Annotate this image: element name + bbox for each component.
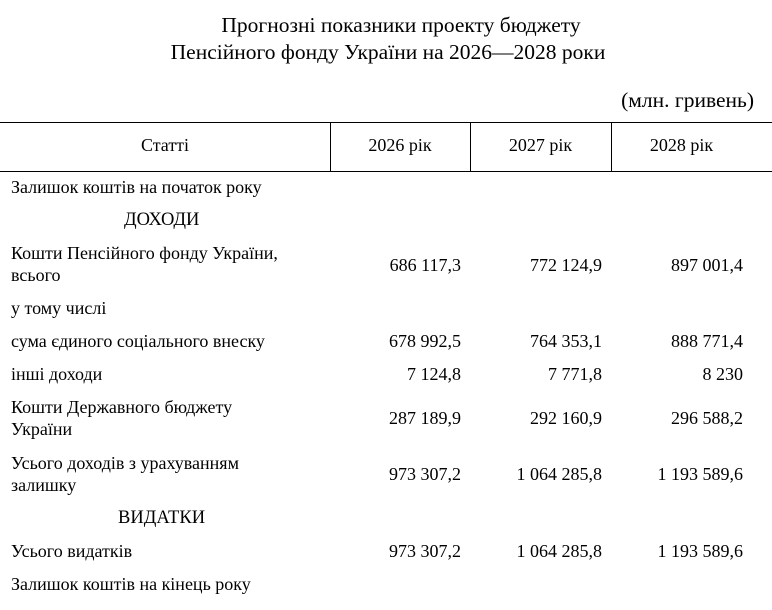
table-top-border <box>0 122 772 123</box>
units-note: (млн. гривень) <box>621 88 754 112</box>
row-including-label: у тому числі <box>11 298 107 318</box>
row-other-income-label: інші доходи <box>11 364 103 384</box>
row-pfu-funds-2028: 897 001,4 <box>671 255 743 275</box>
row-other-income-2028: 8 230 <box>702 364 743 384</box>
row-pfu-funds-2026: 686 117,3 <box>389 255 461 275</box>
row-total-income-2026: 973 307,2 <box>389 464 461 484</box>
row-pfu-funds-label-line-1: Кошти Пенсійного фонду України, <box>11 243 278 263</box>
document-title-line-2: Пенсійного фонду України на 2026—2028 роки <box>170 40 606 64</box>
row-social-contribution-2026: 678 992,5 <box>389 331 461 351</box>
row-closing-balance-label: Залишок коштів на кінець року <box>11 574 251 594</box>
row-state-budget-label-line-2: України <box>11 419 73 439</box>
row-total-expenses-2028: 1 193 589,6 <box>657 541 743 561</box>
row-total-expenses-label: Усього видатків <box>11 541 133 561</box>
row-total-income-label-line-1: Усього доходів з урахуванням <box>11 453 239 473</box>
header-articles: Статті <box>140 135 190 155</box>
row-other-income-2027: 7 771,8 <box>548 364 602 384</box>
row-state-budget-2027: 292 160,9 <box>530 408 602 428</box>
row-total-expenses-2026: 973 307,2 <box>389 541 461 561</box>
row-social-contribution-2027: 764 353,1 <box>530 331 602 351</box>
table-header-bottom-border <box>0 171 772 172</box>
income-section-title: ДОХОДИ <box>124 210 200 230</box>
row-total-income-2027: 1 064 285,8 <box>516 464 602 484</box>
expenses-section-title: ВИДАТКИ <box>118 508 206 528</box>
header-year-2028: 2028 рік <box>649 135 714 155</box>
row-state-budget-label-line-1: Кошти Державного бюджету <box>11 397 233 417</box>
row-total-expenses-2027: 1 064 285,8 <box>516 541 602 561</box>
document-title-line-1: Прогнозні показники проекту бюджету <box>221 13 581 37</box>
row-other-income-2026: 7 124,8 <box>407 364 461 384</box>
row-pfu-funds-label-line-2: всього <box>11 265 61 285</box>
row-state-budget-2026: 287 189,9 <box>389 408 461 428</box>
row-state-budget-2028: 296 588,2 <box>671 408 743 428</box>
row-social-contribution-label: сума єдиного соціального внеску <box>11 331 265 351</box>
row-opening-balance-label: Залишок коштів на початок року <box>11 177 262 197</box>
row-total-income-2028: 1 193 589,6 <box>657 464 743 484</box>
row-social-contribution-2028: 888 771,4 <box>671 331 743 351</box>
header-year-2027: 2027 рік <box>508 135 573 155</box>
header-year-2026: 2026 рік <box>368 135 432 155</box>
row-pfu-funds-2027: 772 124,9 <box>530 255 602 275</box>
row-total-income-label-line-2: залишку <box>11 475 77 495</box>
